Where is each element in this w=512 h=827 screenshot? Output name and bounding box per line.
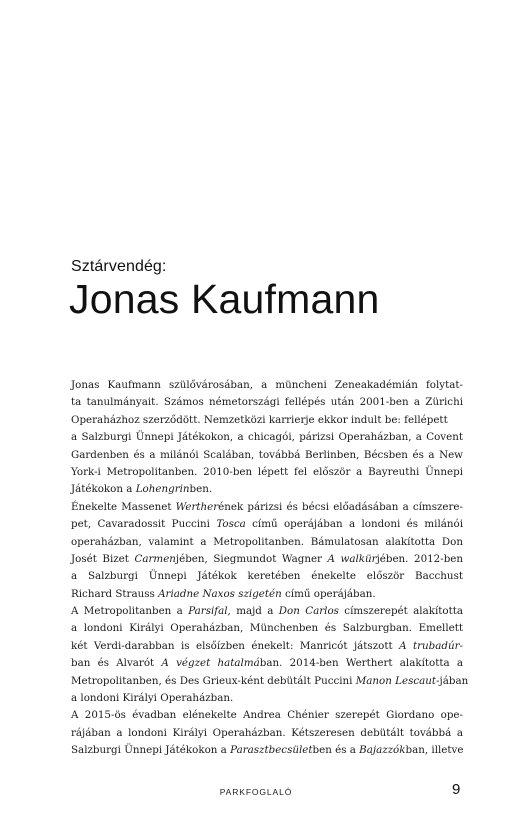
body-text: ben és a [312, 744, 360, 757]
body-line [71, 707, 463, 724]
italic-title-text: A trubadúr [399, 639, 460, 652]
body-text: -jában [436, 674, 469, 687]
body-line [71, 429, 463, 446]
body-line [71, 516, 463, 533]
body-text: című operájában. [281, 587, 376, 600]
italic-title-text: Carmen [134, 552, 176, 565]
body-line [71, 568, 463, 585]
italic-title-text: Lohengrin [135, 483, 190, 496]
body-text: Metropolitanben, és Des Grieux-ként debütált Puccini [71, 674, 356, 687]
body-text: Salzburgi Ünnepi Játékokon a [71, 744, 231, 757]
body-line [71, 655, 463, 672]
body-text: York-i Metropolitanben. 2010-ben lépett fel először a Bayreuthi Ünnepi [71, 465, 463, 478]
body-text: című operájában a londoni és milánói [245, 518, 463, 531]
body-text: ben. [189, 483, 213, 496]
body-text: címszerepét alakította [338, 605, 463, 618]
body-text: a Salzburgi Ünnepi Játékokon, a chicagói, párizsi Operaházban, a Covent [71, 431, 463, 444]
body-text: , majd a [227, 605, 279, 618]
body-line [71, 586, 463, 603]
body-text: ének párizsi és bécsi előadásában a címszere- [218, 500, 463, 513]
body-text: a londoni Királyi Operaházban, Münchenben és Salzburgban. Emellett [71, 622, 463, 635]
body-line [71, 499, 463, 516]
body-text: jében. 2012-ben [376, 552, 464, 565]
body-line [71, 742, 463, 759]
body-text: a Salzburgi Ünnepi Játékok keretében énekelte először Bacchust [71, 570, 463, 583]
body-line [71, 551, 463, 568]
body-line [71, 620, 463, 637]
body-line [71, 412, 463, 429]
body-text: Énekelte Massenet [71, 500, 176, 513]
body-text: két Verdi-darabban is elsőízben énekelt: Manricót játszott [71, 639, 400, 652]
body-text: jében, Siegmundot Wagner [175, 552, 328, 565]
body-text: A Metropolitanben a [71, 605, 189, 618]
body-text: Játékokon a [71, 483, 136, 496]
italic-title-text: Tosca [216, 518, 246, 531]
italic-title-text: A végzet hatalmá [161, 657, 260, 670]
italic-title-text: Don Carlos [278, 605, 339, 618]
body-text: Gardenben és a milánói Scalában, továbbá Berlinben, Bécsben és a New [71, 448, 463, 461]
body-text: Josét Bizet [71, 552, 135, 565]
body-line [71, 673, 469, 690]
italic-title-text: Werther [175, 500, 219, 513]
page-number: 9 [452, 781, 461, 798]
body-line [71, 447, 463, 464]
body-line [71, 534, 463, 551]
body-text: - [459, 639, 463, 652]
body-line [71, 481, 463, 498]
body-text: Jonas Kaufmann szülővárosában, a müncheni Zeneakadémián folytat- [71, 379, 463, 391]
body-text: ta tanulmányait. Számos németországi fellépés után 2001-ben a Zürichi [71, 396, 463, 409]
body-line [71, 464, 463, 481]
body-text: operaházban, valamint a Metropolitanben. Bámulatosan alakította Don [71, 535, 463, 548]
body-line [71, 377, 463, 394]
italic-title-text: Bajazzók [359, 744, 406, 757]
kicker-label: Sztárvendég: [71, 258, 167, 275]
italic-title-text: A walkür [327, 552, 377, 565]
body-line [71, 394, 463, 411]
body-text: rájában a londoni Királyi Operaházban. Kétszeresen debütált továbbá a [71, 726, 463, 739]
body-line [71, 638, 463, 655]
body-line [71, 725, 463, 742]
body-text: pet, Cavaradossit Puccini [71, 518, 217, 531]
italic-title-text: Ariadne Naxos szigetén [158, 587, 282, 600]
page-title: Jonas Kaufmann [69, 276, 380, 322]
footer-label: PARKFOGLALÓ [219, 787, 293, 797]
body-text: Richard Strauss [71, 587, 159, 600]
body-text: Operaházhoz szerződött. Nemzetközi karrierje ekkor indult be: fellépett [71, 413, 448, 426]
body-text: ban. 2014-ben Werthert alakította a [259, 657, 464, 670]
body-line [71, 690, 463, 707]
body-text: ban és Alvarót [71, 657, 162, 670]
italic-title-text: Parasztbecsület [230, 744, 313, 757]
body-text: ban, illetve [405, 744, 464, 757]
body-text: a londoni Királyi Operaházban. [71, 692, 234, 705]
italic-title-text: Manon Lescaut [355, 674, 437, 687]
body-line [71, 603, 463, 620]
italic-title-text: Parsifal [188, 605, 228, 618]
body-text: A 2015-ös évadban elénekelte Andrea Chénier szerepét Giordano ope- [71, 709, 463, 722]
article-body [71, 377, 469, 760]
